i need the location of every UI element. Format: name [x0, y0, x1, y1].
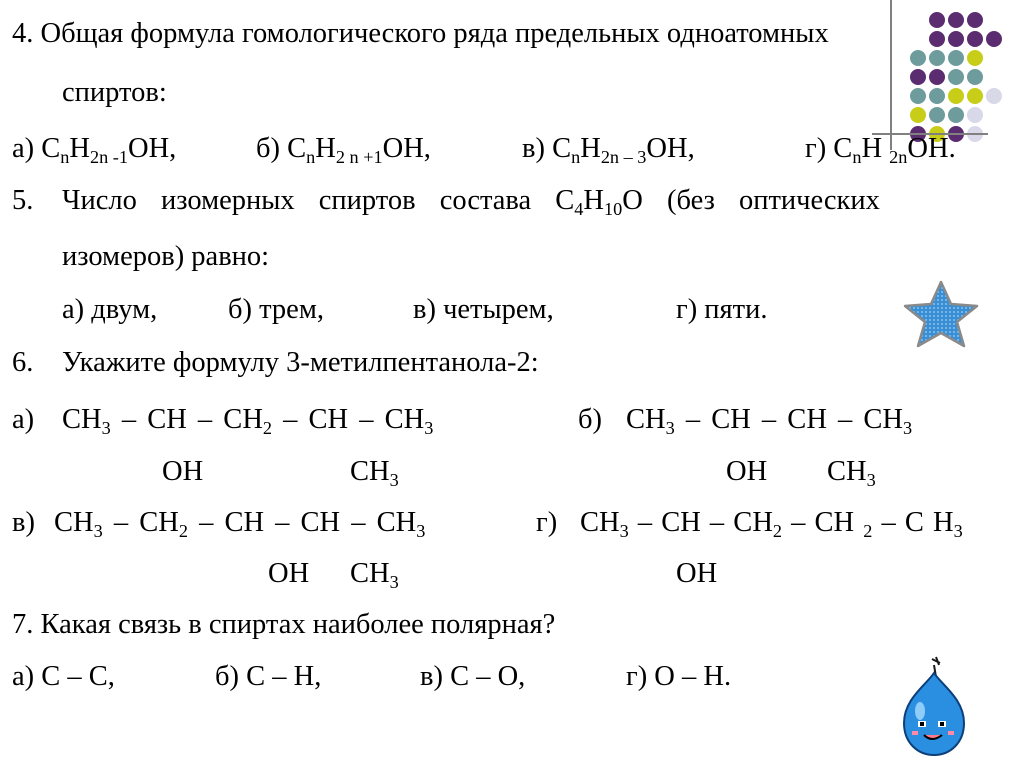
- decorative-dot: [986, 88, 1002, 104]
- answer-6b-label: б): [578, 404, 602, 435]
- decorative-dot: [967, 107, 983, 123]
- question-5-number: 5.: [12, 185, 34, 216]
- answer-6b-oh: OH: [726, 456, 768, 487]
- answer-4g: г) $C_nH$ $_{2n}$OH.: [805, 133, 956, 167]
- star-icon: [900, 278, 982, 350]
- answer-6v-label: в): [12, 507, 35, 538]
- water-drop-character-icon: [898, 655, 970, 763]
- decorative-dot: [967, 31, 983, 47]
- decorative-dot: [929, 69, 945, 85]
- question-6-text: Укажите формулу 3-метилпентанола-2:: [62, 347, 539, 378]
- answer-6v-ch3: $CH_3$: [350, 558, 399, 592]
- answer-6v-formula: $CH_3 - CH_2$ – CH – CH – $CH_3$: [54, 507, 426, 541]
- decorative-dot: [948, 69, 964, 85]
- decorative-dot: [948, 50, 964, 66]
- answer-7b: б) C – H,: [215, 661, 322, 692]
- decorative-dot: [967, 69, 983, 85]
- question-5-text: Число изомерных спиртов состава $C_4H_{10}O$ (без оптических: [62, 185, 880, 219]
- decorative-dot: [948, 107, 964, 123]
- answer-6a-ch3: $CH_3$: [350, 456, 399, 490]
- answer-5v: в) четырем,: [413, 294, 554, 325]
- question-6-number: 6.: [12, 347, 34, 378]
- answer-6a-label: а): [12, 404, 35, 435]
- decorative-vertical-line: [890, 0, 892, 150]
- question-5-text-cont: изомеров) равно:: [62, 241, 270, 272]
- answer-7v: в) C – O,: [420, 661, 526, 692]
- decorative-dot: [967, 50, 983, 66]
- decorative-dot: [910, 50, 926, 66]
- answer-5a: а) двум,: [62, 294, 158, 325]
- decorative-dot: [929, 12, 945, 28]
- answer-4b: б) $C_nH_{2 n +1}OH$,: [256, 133, 431, 167]
- answer-5b: б) трем,: [228, 294, 324, 325]
- question-4-text: 4. Общая формула гомологического ряда предельных одноатомных: [12, 18, 829, 49]
- decorative-dot: [910, 69, 926, 85]
- decorative-dot: [986, 31, 1002, 47]
- answer-6a-formula: $CH_3$ – CH – $CH_2$ – CH – $CH_3$: [62, 404, 434, 438]
- answer-4v: в) $C_nH_{2n - 3}OH$,: [522, 133, 695, 167]
- decorative-dot: [929, 88, 945, 104]
- decorative-dot-grid: [876, 0, 1024, 150]
- decorative-dot: [929, 50, 945, 66]
- answer-6a-oh: OH: [162, 456, 204, 487]
- answer-6v-oh: OH: [268, 558, 310, 589]
- decorative-dot: [910, 107, 926, 123]
- answer-6b-formula: $CH_3$ – CH – CH – $CH_3$: [626, 404, 913, 438]
- answer-7a: а) C – C,: [12, 661, 115, 692]
- answer-6g-oh: OH: [676, 558, 718, 589]
- answer-6b-ch3: $CH_3$: [827, 456, 876, 490]
- answer-6g-formula: $CH_3$ – CH – $CH_2$ – CH $_2$ – C $H_3$: [580, 507, 963, 541]
- question-7-text: 7. Какая связь в спиртах наиболее полярная?: [12, 609, 556, 640]
- decorative-dot: [948, 31, 964, 47]
- decorative-dot: [910, 88, 926, 104]
- answer-4a: а) $C_nH_{2n -1}OH$,: [12, 133, 177, 167]
- answer-7g: г) O – H.: [626, 661, 732, 692]
- decorative-dot: [967, 12, 983, 28]
- decorative-dot: [929, 31, 945, 47]
- answer-5g: г) пяти.: [676, 294, 768, 325]
- decorative-dot: [948, 88, 964, 104]
- question-4-text-cont: спиртов:: [62, 77, 167, 108]
- decorative-dot: [967, 88, 983, 104]
- answer-6g-label: г): [536, 507, 558, 538]
- decorative-dot: [929, 107, 945, 123]
- decorative-dot: [948, 12, 964, 28]
